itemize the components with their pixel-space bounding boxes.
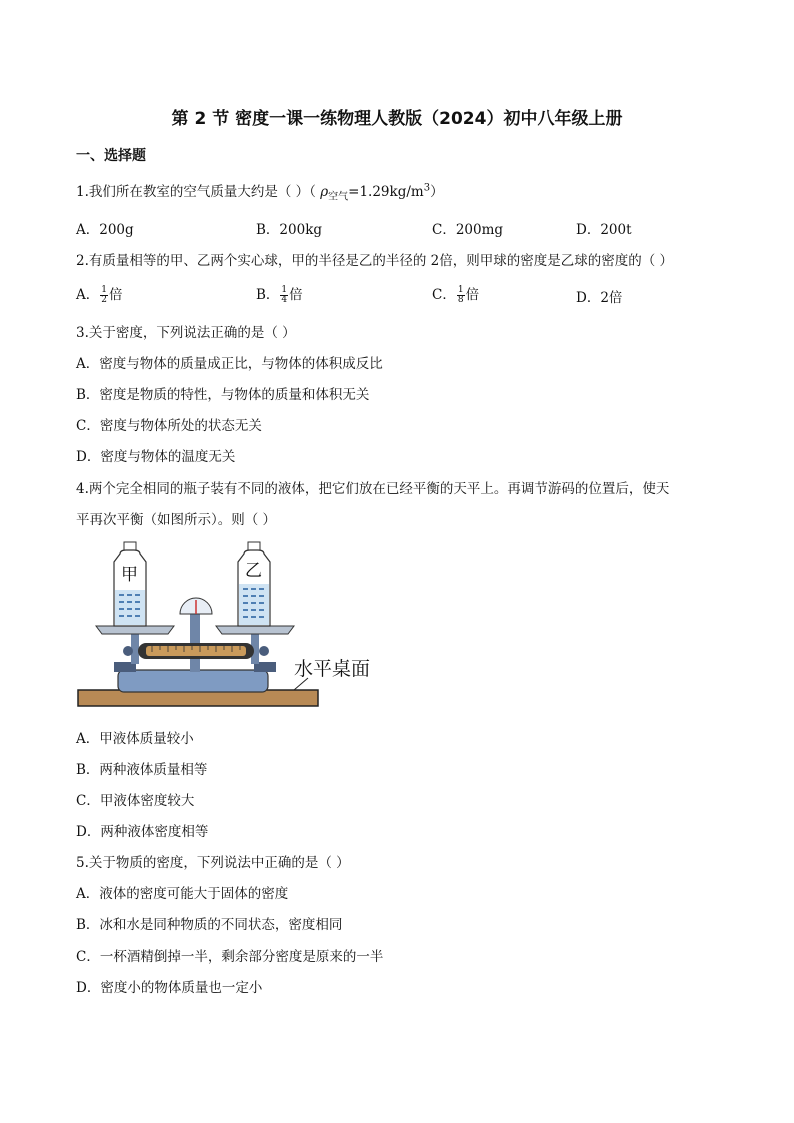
q2-option-d[interactable]: D．2倍 [576,290,623,306]
fraction: $\frac{1}{4}$ [281,285,288,305]
q1-option-b[interactable]: B．200kg [256,222,323,238]
question-1-stem: 1.我们所在教室的空气质量大约是（ ）（ [76,184,316,200]
page-title: 第 2 节 密度一课一练物理人教版（2024）初中八年级上册 [171,109,623,129]
q3-option-a[interactable]: A．密度与物体的质量成正比，与物体的体积成反比 [76,356,383,372]
question-4-stem-line2: 平再次平衡（如图所示）。则（ ） [76,512,277,528]
q5-option-c[interactable]: C．一杯酒精倒掉一半，剩余部分密度是原来的一半 [76,949,384,965]
question-2-stem: 2.有质量相等的甲、乙两个实心球，甲的半径是乙的半径的 2倍，则甲球的密度是乙球的密度的（ ） [76,253,674,269]
rho-subscript: 空气 [328,191,349,203]
unit-exponent: 3 [423,182,431,194]
q3-option-c[interactable]: C．密度与物体所处的状态无关 [76,418,262,434]
q1-option-c[interactable]: C．200mg [432,222,504,238]
q2-option-b[interactable]: B． $\frac{1}{4}$ 倍 [256,285,303,305]
balance-figure [76,540,396,715]
q5-option-d[interactable]: D．密度小的物体质量也一定小 [76,980,263,996]
q3-option-b[interactable]: B．密度是物质的特性，与物体的质量和体积无关 [76,387,370,403]
q4-option-d[interactable]: D．两种液体密度相等 [76,824,209,840]
balance-base [118,670,268,692]
q5-option-a[interactable]: A．液体的密度可能大于固体的密度 [76,886,289,902]
q1-option-a[interactable]: A．200g [76,222,134,238]
q2-option-c[interactable]: C． $\frac{1}{8}$ 倍 [432,285,480,305]
q4-option-a[interactable]: A．甲液体质量较小 [76,731,194,747]
table-label: 水平桌面 [294,659,371,680]
section-heading: 一、选择题 [76,148,146,164]
bottle-label-left: 甲 [121,565,138,585]
question-5-stem: 5.关于物质的密度，下列说法中正确的是（ ） [76,855,350,871]
bottle-label-right: 乙 [245,561,262,581]
q1-option-d[interactable]: D．200t [576,222,632,238]
rho-symbol: ρ [320,184,329,200]
q5-option-b[interactable]: B．冰和水是同种物质的不同状态，密度相同 [76,917,343,933]
q2-option-a[interactable]: A． $\frac{1}{2}$ 倍 [76,285,123,305]
question-3-stem: 3.关于密度，下列说法正确的是（ ） [76,325,296,341]
q4-option-c[interactable]: C．甲液体密度较大 [76,793,195,809]
fraction: $\frac{1}{8}$ [457,285,464,305]
fraction: $\frac{1}{2}$ [101,285,107,305]
air-density-value: =1.29kg/m [348,184,424,200]
q4-option-b[interactable]: B．两种液体质量相等 [76,762,208,778]
q3-option-d[interactable]: D．密度与物体的温度无关 [76,449,236,465]
question-1: 1.我们所在教室的空气质量大约是（ ）（ $\rho_{空气}=1.29kg/m^3$） [76,182,444,203]
question-4-stem-line1: 4.两个完全相同的瓶子装有不同的液体，把它们放在已经平衡的天平上。再调节游码的位置后，使天 [76,481,670,497]
